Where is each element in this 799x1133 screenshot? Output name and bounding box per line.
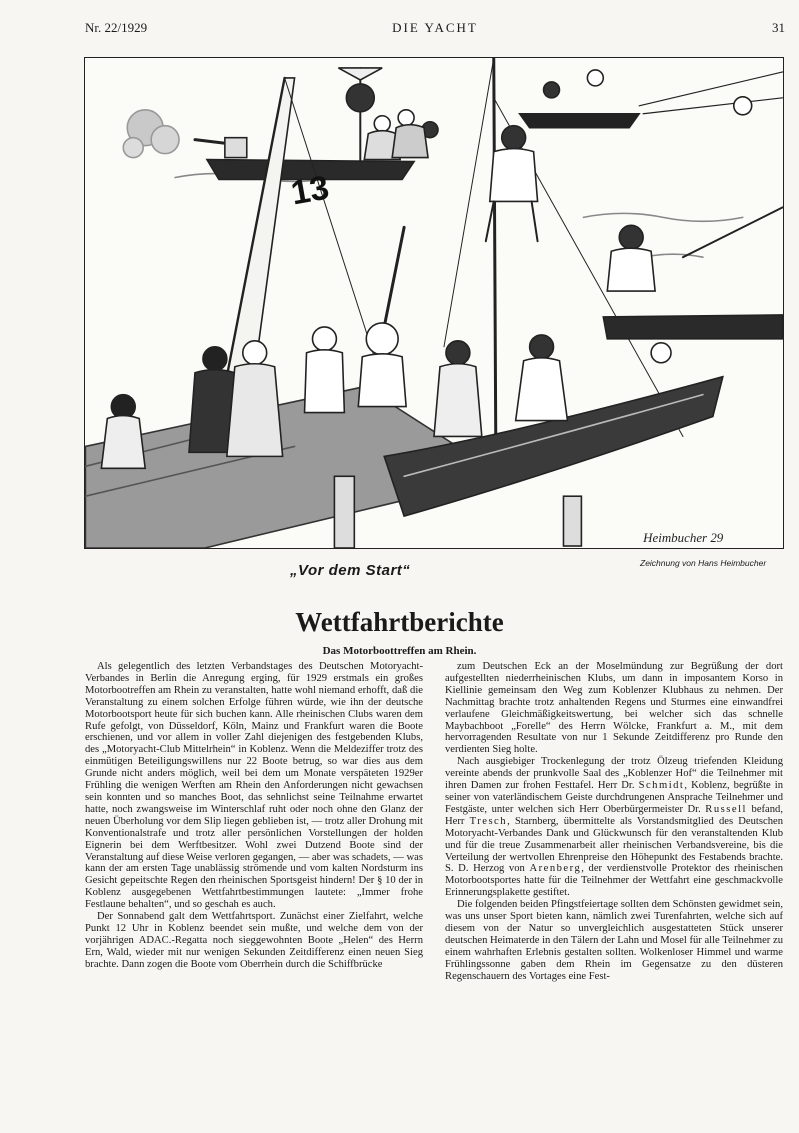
illustration-credit: Zeichnung von Hans Heimbucher: [640, 558, 767, 568]
article-column-right: [445, 661, 783, 982]
illustration-caption: „Vor dem Start“: [290, 562, 411, 579]
paragraph: Als gelegentlich des letzten Verbandstages des Deutschen Motoryacht-Verbandes in Berlin die Anregung erging, für 1929 erstmals ein großes Motorbootreffen am Rhein zu veranstalten, hatte wohl niemand erhofft, daß die Veranstaltung zu einem solchen Erfolge führen würde, wie ihn der deutsche Motorbootsport heute für sich buchen kann. Alle rheinischen Clubs waren dem Rufe gefolgt, von Düsseldorf, Köln, Mainz und Frankfurt waren die Boote erschienen, und vor allem in voller Zahl diejenigen des festgebenden Klubs, des „Motoryacht-Club Mittelrhein“ in Koblenz. Wenn die Meldeziffer trotz des einmütigen Beteiligungswillens nur 22 Boote betrug, so war dies aus dem Grunde nicht anders möglich, weil bei dem um Monate verspäteten 1929er Frühling die wenigen Werften am Rhein den Anforderungen nicht gewachsen sein konnten und so manches Boot, das sehnlichst seine Teilnahme erwartet hatte, noch zwangsweise im Winterschlaf ruht oder noch ohne den Glanz der neuen Überholung vor dem Slip liegen geblieben ist, — trotz aller Drohung mit Konventionalstrafe und trotz aller persönlichen Vorstellungen der holden Eignerin bei dem Werftbesitzer. Wohl zwei Dutzend Boote sind der Veranstaltung auf diese Weise verloren gegangen, — aber was schadets, — was kann der am ersten Tage unablässig strömende und vom kalten Nordsturm ins Gesicht gepeitschte Regen den rheinischen Sportsgeist hindern! Der § 10 der in Koblenz ausgegebenen Wettfahrtbestimmungen lautete: „Immer frohe Festlaune behalten“, und so geschah es auch.: [85, 661, 423, 911]
person-name: Tresch: [469, 815, 508, 827]
text-run: , Koblenz, begrüßte in seiner von vaterländischem Geiste durchdrungenen Ansprache Teilnehmer und Festgäste, unter welchen sich Herr Oberbürgermeister Dr.: [445, 780, 783, 815]
person-name: Russell: [705, 803, 747, 815]
paragraph: Die folgenden beiden Pfingstfeiertage sollten dem Schönsten gewidmet sein, was uns unser Sport bieten kann, nämlich zwei Turenfahrten, welche sich auf diesem von der Natur so unvergleichlich ausgestatteten Stück unserer deutschen Heimaterde in den Tälern der Lahn und Mosel für alle Teilnehmer zu einem wahrhaften Erlebnis gestalten sollten. Wolkenloser Himmel und warme Frühlingssonne gaben dem Rhein im Gegensatze zu den düsteren Regenschauern des Vortages eine Fest-: [445, 899, 783, 982]
paragraph: zum Deutschen Eck an der Moselmündung zur Begrüßung der dort aufgestellten niederrheinischen Klubs, um dann in imposantem Korso in Kiellinie gemeinsam den Weg zum Koblenzer Klubhaus zu nehmen. Der Nachmittag brachte trotz anhaltenden Regens und Sturmes eine einwandfrei verlaufene Gleichmäßigkeitswertung, bei welcher sich das schnelle Maybachboot „Forelle“ des Herrn Wölcke, Frankfurt a. M., mit dem hervorragenden Resultate von nur 1 Sekunde Zeitdifferenz pro Runde den verdienten Sieg holte.: [445, 661, 783, 756]
paragraph: [445, 756, 783, 899]
text-run: , der verdienstvolle Protektor des rheinischen Motorbootsportes hatte für die Teilnehmer der Wettfahrt eine geschmackvolle Erinnerungsplakette gestiftet.: [445, 863, 784, 899]
page-number: 31: [772, 20, 785, 35]
text-run: Nach ausgiebiger Trockenlegung der trotz Ölzeug triefenden Kleidung vereinte abends der prunkvolle Saal des „Koblenzer Hof“ die Teilnehmer mit ihren Damen zur frohen Festtafel. Herr Dr.: [445, 756, 783, 792]
article-title: Wettfahrtberichte: [295, 607, 504, 637]
issue-number: Nr. 22/1929: [85, 20, 148, 35]
magazine-title: DIE YACHT: [392, 20, 478, 35]
sail-number: 13: [288, 168, 332, 213]
article-subtitle: Das Motorboottreffen am Rhein.: [322, 645, 477, 657]
text-run: , Starnberg, übermittelte als Vorstandsmitglied des Deutschen Motoryacht-Verbandes Dank und Glückwunsch für den veranstaltenden Klub und für die treue Zusammenarbeit aller rheinischen Verbandsvereine, bis die Verteilung der wertvollen Ehrenpreise den Höhepunkt des Festabends brachte. S. D. Herzog von: [445, 815, 783, 875]
cartoon-drawing: [85, 58, 783, 548]
article-column-left: [85, 661, 423, 971]
page-header: [85, 20, 785, 38]
person-name: Schmidt: [638, 780, 685, 792]
text-run: befand, Herr: [445, 803, 783, 827]
cartoon-illustration: [84, 57, 784, 549]
paragraph: Der Sonnabend galt dem Wettfahrtsport. Zunächst einer Zielfahrt, welche Punkt 12 Uhr in Koblenz beendet sein mußte, und welche dem von der vorjährigen ADAC.-Regatta noch sieggewohnten Boote „Helen“ des Herrn Ern, Wald, wieder mit nur wenigen Sekunden Zeitdifferenz einen neuen Sieg brachte. Dann zogen die Boote vom Oberrhein durch die Schiffbrücke: [85, 911, 423, 970]
person-name: Arenberg: [529, 863, 582, 875]
artist-signature: Heimbucher 29: [643, 530, 724, 546]
